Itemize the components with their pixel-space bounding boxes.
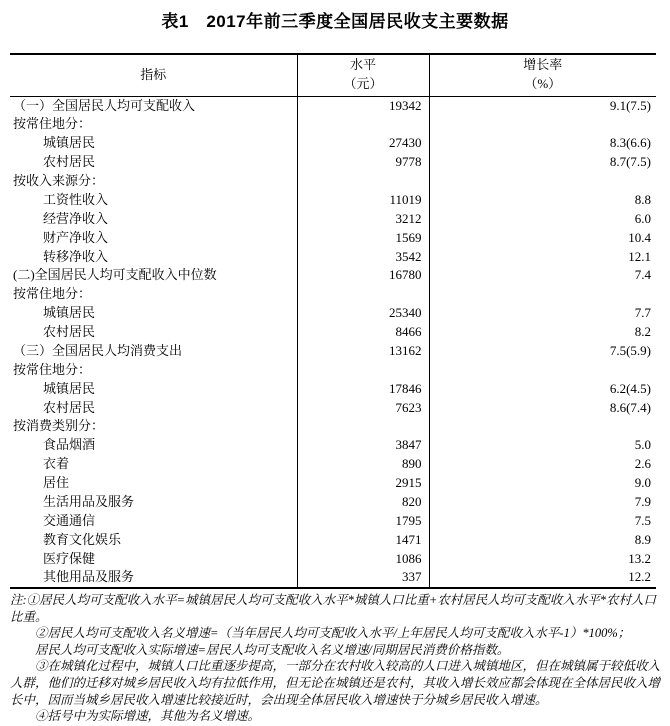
header-level-label: 水平 [349, 57, 376, 73]
table-row [10, 417, 656, 436]
row-label: 按收入来源分： [13, 173, 105, 188]
row-label: 农村居民 [43, 399, 96, 415]
row-level-value: 2915 [297, 474, 429, 493]
row-level-value [297, 172, 429, 191]
row-label: 工资性收入 [43, 191, 109, 207]
header-level [297, 54, 429, 96]
row-level-value: 9778 [297, 153, 429, 172]
row-label: 教育文化娱乐 [43, 531, 122, 547]
row-label: 生活用品及服务 [43, 493, 135, 509]
row-level-value: 3542 [297, 248, 429, 267]
table-row [10, 531, 656, 550]
row-label: 交通通信 [43, 512, 96, 528]
row-growth-value: 8.9 [634, 531, 651, 547]
row-level-value [297, 417, 429, 436]
row-level-value: 820 [297, 493, 429, 512]
table-row [10, 96, 656, 115]
table-row [10, 229, 656, 248]
row-level-value: 19342 [297, 96, 429, 115]
row-level-value: 1795 [297, 512, 429, 531]
row-label: 其他用品及服务 [43, 569, 135, 585]
row-label: 按常住地分： [13, 361, 92, 377]
table-title: 表1 2017年前三季度全国居民收支主要数据 [161, 12, 509, 31]
row-label: (二)全国居民人均可支配收入中位数 [13, 267, 217, 283]
row-growth-value: 6.2(4.5) [609, 380, 651, 396]
table-row [10, 550, 656, 569]
row-label: 衣着 [43, 456, 70, 472]
row-label: 转移净收入 [43, 248, 109, 264]
footnote-line: ④括号中为实际增速，其他为名义增速。 [35, 709, 261, 724]
row-level-value: 27430 [297, 134, 429, 153]
row-label: （三）全国居民人均消费支出 [13, 342, 183, 358]
row-label: 农村居民 [43, 324, 96, 339]
row-label: 农村居民 [43, 154, 96, 170]
row-growth-value: 2.6 [634, 456, 651, 472]
row-growth-value: 12.1 [628, 248, 651, 264]
table-row [10, 153, 656, 172]
table-row [10, 266, 656, 285]
row-level-value: 11019 [297, 191, 429, 210]
table-row [10, 134, 656, 153]
row-growth-value: 9.1(7.5) [609, 97, 651, 113]
row-level-value: 13162 [297, 342, 429, 361]
footnote-line: 人群，他们的迁移对城乡居民收入均有拉低作用，但无论在城镇还是农村，其收入增长效应都会体现在全体居民收入增 [10, 675, 661, 690]
header-row [10, 54, 656, 96]
income-expenditure-table [10, 53, 656, 589]
header-growth-unit: （%） [524, 76, 562, 92]
footnote-line: 居民人均可支配收入实际增速=居民人均可支配收入名义增速/同期居民消费价格指数。 [35, 642, 510, 657]
header-growth-label: 增长率 [523, 57, 563, 73]
table-row [10, 399, 656, 418]
footnote-line: ③在城镇化过程中，城镇人口比重逐步提高，一部分在农村收入较高的人口进入城镇地区，但在城镇属于较低收入 [35, 659, 661, 674]
row-label: 城镇居民 [43, 305, 96, 321]
table-row [10, 455, 656, 474]
row-level-value: 1569 [297, 229, 429, 248]
row-level-value: 7623 [297, 399, 429, 418]
header-growth [429, 54, 656, 96]
table-row [10, 210, 656, 229]
table-row [10, 191, 656, 210]
row-growth-value: 8.2 [634, 324, 651, 339]
row-level-value: 17846 [297, 380, 429, 399]
row-level-value [297, 285, 429, 304]
footnote-line: 长中，因而当城乡居民收入增速比较接近时，会出现全体居民收入增速快于分城乡居民收入增速。 [10, 692, 548, 707]
row-growth-value [429, 361, 656, 380]
table-row [10, 342, 656, 361]
row-growth-value: 8.7(7.5) [609, 154, 651, 170]
row-growth-value [429, 417, 656, 436]
row-label: （一）全国居民人均可支配收入 [13, 97, 196, 113]
footnotes [10, 592, 660, 725]
row-level-value [297, 115, 429, 134]
table-row [10, 380, 656, 399]
table-row [10, 474, 656, 493]
row-label: 经营净收入 [43, 210, 109, 226]
row-growth-value: 7.4 [634, 267, 651, 283]
row-level-value: 25340 [297, 304, 429, 323]
row-label: 按消费类别分： [13, 418, 105, 434]
row-growth-value: 7.9 [634, 493, 651, 509]
table-header [10, 54, 656, 96]
row-level-value: 3847 [297, 436, 429, 455]
table-body [10, 96, 656, 588]
table-row [10, 512, 656, 531]
row-growth-value [429, 172, 656, 191]
row-growth-value: 8.3(6.6) [609, 135, 651, 151]
row-growth-value: 12.2 [628, 569, 651, 585]
row-growth-value: 7.5 [634, 512, 651, 528]
row-label: 居住 [43, 475, 70, 490]
table-row [10, 436, 656, 455]
row-level-value: 337 [297, 568, 429, 588]
row-growth-value: 8.6(7.4) [609, 399, 651, 415]
row-label: 财产净收入 [43, 229, 109, 245]
table-row [10, 172, 656, 191]
row-growth-value: 7.7 [634, 305, 651, 321]
row-growth-value: 10.4 [628, 229, 651, 245]
row-label: 城镇居民 [43, 135, 96, 151]
table-row [10, 285, 656, 304]
row-level-value: 1471 [297, 531, 429, 550]
row-growth-value: 8.8 [634, 191, 651, 207]
row-label: 按常住地分： [13, 286, 92, 302]
row-growth-value [429, 285, 656, 304]
row-level-value: 8466 [297, 323, 429, 342]
footnote-line: 比重。 [10, 609, 48, 624]
footnote-line: ②居民人均可支配收入名义增速=（当年居民人均可支配收入水平/上年居民人均可支配收入水平-1）*100%； [35, 626, 631, 641]
table-row [10, 568, 656, 588]
row-level-value: 3212 [297, 210, 429, 229]
row-growth-value: 6.0 [634, 210, 651, 226]
footnote-line: 注:①居民人均可支配收入水平=城镇居民人均可支配收入水平*城镇人口比重+农村居民人均可支配收入水平*农村人口 [10, 593, 657, 607]
table-row [10, 361, 656, 380]
row-growth-value: 9.0 [634, 475, 651, 490]
table-row [10, 304, 656, 323]
header-indicator [10, 54, 297, 96]
row-level-value: 16780 [297, 266, 429, 285]
row-label: 医疗保健 [43, 550, 96, 566]
row-level-value: 1086 [297, 550, 429, 569]
header-level-unit: （元） [343, 76, 383, 92]
row-label: 城镇居民 [43, 380, 96, 396]
table-row [10, 248, 656, 267]
row-label: 食品烟酒 [43, 437, 96, 453]
row-level-value: 890 [297, 455, 429, 474]
table-row [10, 115, 656, 134]
table-row [10, 493, 656, 512]
row-growth-value [429, 115, 656, 134]
row-growth-value: 5.0 [634, 437, 651, 453]
row-growth-value: 7.5(5.9) [609, 342, 651, 358]
table-row [10, 323, 656, 342]
row-level-value [297, 361, 429, 380]
row-growth-value: 13.2 [628, 550, 651, 566]
header-indicator-label: 指标 [140, 66, 167, 82]
row-label: 按常住地分： [13, 116, 92, 132]
